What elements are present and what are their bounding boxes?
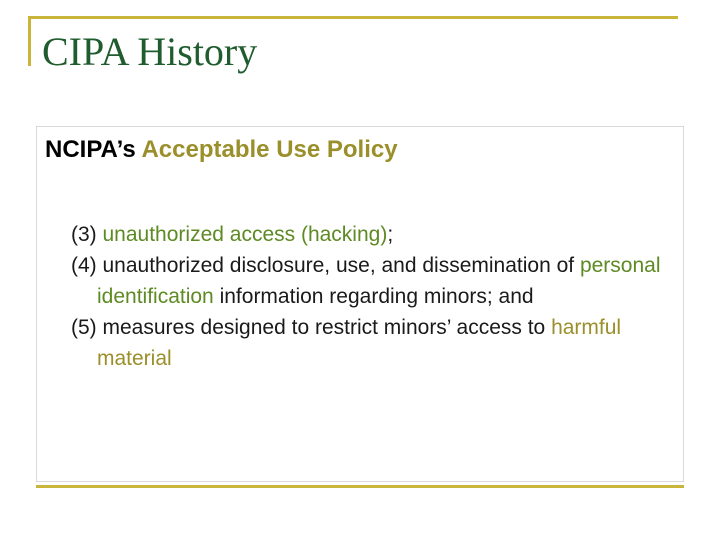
policy-items [71,219,677,374]
item-highlight: personal identification [97,254,661,308]
policy-heading [45,133,398,167]
item-tail: information regarding minors; and [213,285,534,308]
slide-title: CIPA History [42,29,258,74]
top-rule [28,16,678,19]
item-lead: (5) measures designed to restrict minors’ access to [71,316,552,339]
content-box [36,126,684,482]
item-lead: (3) [71,223,103,246]
policy-item-4 [71,250,677,312]
item-lead: (4) unauthorized disclosure, use, and dissemination of [71,254,580,277]
item-tail: ; [387,223,394,246]
policy-item-3 [71,219,677,250]
policy-heading-prefix: NCIPA’s [45,136,142,163]
item-highlight: unauthorized access (hacking) [102,223,388,246]
bottom-rule [36,485,684,488]
policy-heading-accent: Acceptable Use Policy [141,136,398,163]
left-rule [28,16,31,66]
item-highlight: harmful material [97,316,622,370]
policy-item-5 [71,312,677,374]
